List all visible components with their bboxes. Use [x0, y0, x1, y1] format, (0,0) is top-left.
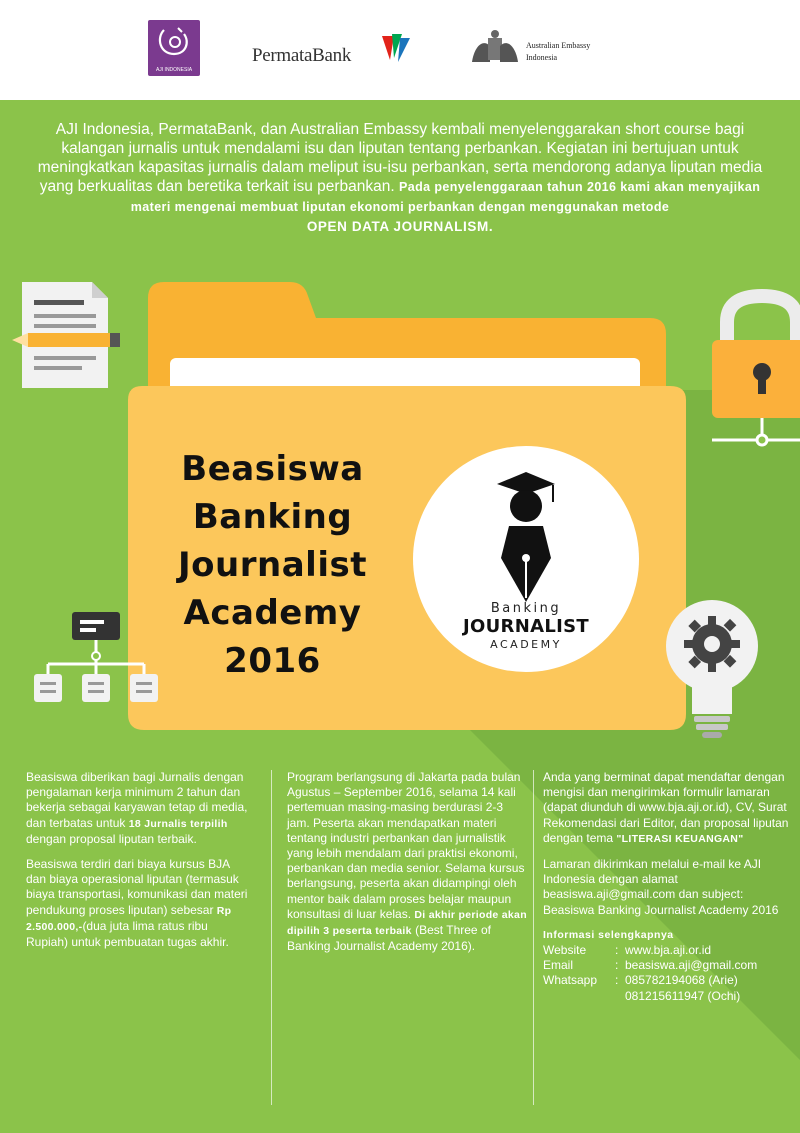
registration-column [543, 770, 793, 1004]
embassy-line1: Australian Embassy [526, 41, 591, 50]
whatsapp-number-2[interactable]: 081215611947 (Ochi) [625, 988, 741, 1003]
whatsapp-row [543, 973, 793, 988]
funding-amount: Rp 2.500.000,- [26, 904, 232, 933]
intro-method: OPEN DATA JOURNALISM. [306, 219, 494, 234]
title-line3: Journalist [178, 545, 367, 585]
intro-bold: Pada penyelenggaraan tahun 2016 kami akan menyajikan materi mengenai membuat liputan ekonomi perbankan dengan menggunakan metode [130, 180, 761, 214]
eligibility-column [26, 770, 252, 960]
submission-paragraph: Lamaran dikirimkan melalui e-mail ke AJI Indonesia dengan alamat beasiswa.aji@gmail.com dan subject: Beasiswa Banking Journalist Academy 2016 [543, 857, 779, 917]
intro-text: AJI Indonesia, PermataBank, dan Australian Embassy kembali menyelenggarakan short course bagi kalangan jurnalis untuk mendalami isu dan liputan tentang perbankan. Kegiatan ini bertujuan untuk meningkatkan kapasitas jurnalis dalam meliput isu-isu perbankan, serta mendorong adanya liputan media yang berkualitas dan beretika terkait isu perbankan. [37, 121, 763, 195]
badge-word-banking: Banking [490, 601, 562, 616]
badge-word-academy: ACADEMY [490, 638, 562, 651]
program-column [287, 770, 529, 964]
program-bold: Di akhir periode akan dipilih 3 peserta terbaik [287, 908, 527, 938]
email-row [543, 958, 793, 973]
whatsapp-label: Whatsapp [543, 973, 598, 988]
eligibility-text: Beasiswa diberikan bagi Jurnalis dengan pengalaman kerja minimum 2 tahun dan bekerja sebagai karyawan tetap di media, dan terbatas untuk [26, 770, 248, 830]
info-heading: Informasi selengkapnya [543, 928, 674, 941]
separator: : [615, 973, 619, 988]
program-text-end: (Best Three of Banking Journalist Academy 2016). [287, 923, 491, 954]
badge-word-journalist: JOURNALIST [463, 616, 589, 637]
embassy-line2: Indonesia [526, 53, 558, 62]
website-row [543, 943, 793, 958]
registration-paragraph [543, 770, 793, 847]
program-paragraph [287, 770, 529, 954]
separator: : [615, 958, 619, 973]
registration-theme: "LITERASI KEUANGAN" [616, 832, 744, 845]
funding-text: Beasiswa terdiri dari biaya kursus BJA dan biaya operasional liputan (termasuk biaya transportasi, komunikasi dan materi pendukung proses liputan) sebesar [26, 857, 248, 917]
spacer [543, 989, 615, 1004]
eligibility-text-end: dengan proposal liputan terbaik. [26, 831, 197, 846]
title-line4: Academy [183, 593, 362, 633]
aji-caption: AJI INDONESIA [155, 67, 193, 73]
funding-paragraph [26, 857, 252, 950]
website-link[interactable]: www.bja.aji.or.id [625, 943, 712, 958]
lock-icon [712, 296, 800, 445]
whatsapp-number-1[interactable]: 085782194068 (Arie) [625, 973, 738, 988]
main-title [130, 445, 415, 685]
eligibility-paragraph [26, 770, 252, 847]
column-divider [271, 770, 272, 1105]
title-line2: Banking [192, 497, 353, 537]
registration-text: Anda yang berminat dapat mendaftar dengan mengisi dan mengirimkan formulir lamaran (dapat diunduh di www.bja.aji.or.id), CV, Surat Rekomendasi dari Editor, dan proposal liputan dengan tema [543, 770, 789, 845]
pen-nib-icon [413, 446, 639, 606]
email-label: Email [543, 958, 574, 973]
permata-logo-text: PermataBank [252, 45, 352, 66]
program-text: Program berlangsung di Jakarta pada bulan Agustus – September 2016, selama 14 kali pertemuan masing-masing berdurasi 2-3 jam. Peserta akan mendapatkan materi tentang industri perbankan dan jurnalistik yang lebih mendalam dari praktisi ekonomi, perbankan dan media senior. Selama kursus berlangsung, peserta akan didampingi oleh mentor baik dalam proses belajar maupun konsultasi di luar kelas. [287, 770, 525, 921]
eligibility-bold: 18 Jurnalis terpilih [128, 817, 228, 830]
separator: : [615, 943, 619, 958]
academy-badge [413, 446, 639, 672]
document-icon [12, 282, 120, 388]
title-line5: 2016 [224, 641, 321, 681]
funding-text-end: (dua juta lima ratus ribu Rupiah) untuk pembuatan tugas akhir. [26, 918, 229, 950]
email-link[interactable]: beasiswa.aji@gmail.com [625, 958, 758, 973]
title-line1: Beasiswa [181, 449, 364, 489]
spacer [615, 989, 625, 1004]
column-divider [533, 770, 534, 1105]
whatsapp-row-2 [543, 989, 793, 1004]
website-label: Website [543, 943, 587, 958]
